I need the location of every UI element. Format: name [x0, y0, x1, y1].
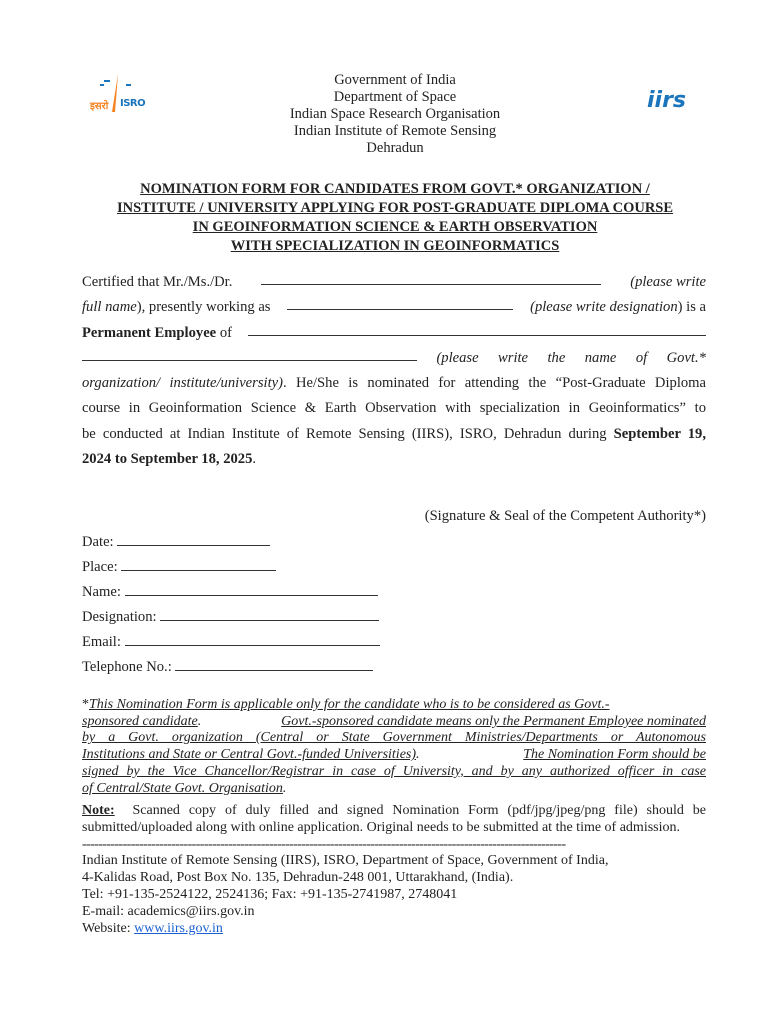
text: ), presently working as [136, 299, 271, 316]
footnote [82, 697, 706, 937]
header-line: Department of Space [333, 89, 457, 105]
isro-logo-hindi: इसरो [90, 101, 109, 112]
text: by a Govt. organization (Central or State Government Ministries/Departments or Autonomous [82, 730, 706, 746]
text: * [82, 697, 89, 712]
full-name-blank[interactable] [261, 270, 601, 285]
place-field[interactable] [121, 556, 276, 571]
text: Institutions and State or Central Govt.-funded Universities) [82, 747, 417, 763]
designation-blank[interactable] [287, 295, 513, 310]
contact-email: E-mail: academics@iirs.gov.in [82, 903, 255, 919]
name-label: Name: [82, 584, 121, 600]
text: Govt.-sponsored candidate means only the Permanent Employee nominated [281, 713, 706, 729]
place-label: Place: [82, 559, 118, 575]
text: signed by the Vice Chancellor/Registrar in case of University, and by any authorized officer in case [82, 763, 706, 779]
text: of [635, 349, 648, 366]
organization-blank[interactable] [248, 321, 706, 336]
telephone-label: Telephone No.: [82, 659, 172, 675]
header-block [230, 72, 560, 157]
text: . [197, 713, 202, 729]
text: (please write designation [530, 299, 678, 316]
title-line: INSTITUTE / UNIVERSITY APPLYING FOR POST-GRADUATE DIPLOMA COURSE [116, 200, 674, 216]
text: full name [82, 299, 137, 316]
text: . [252, 451, 257, 468]
telephone-field[interactable] [175, 656, 373, 671]
designation-label: Designation: [82, 609, 157, 625]
header-line: Indian Space Research Organisation [289, 106, 501, 122]
text: (please [436, 349, 479, 366]
organization-blank-2[interactable] [82, 346, 417, 361]
text: sponsored candidate [82, 713, 198, 729]
text: write [498, 349, 529, 366]
text: the [547, 349, 566, 366]
text: Permanent Employee [82, 324, 217, 341]
name-field[interactable] [125, 581, 378, 596]
text: . [282, 780, 287, 796]
note-text: Scanned copy of duly filled and signed Nomination Form (pdf/jpg/jpeg/png file) should be submitted/uploaded along with online application. Original needs to be submitted at the time of admission. [82, 803, 706, 835]
text: . He/She is nominated for attending the “Post-Graduate Diploma [282, 375, 706, 392]
text: ) is a [677, 299, 706, 316]
website-label: Website: [82, 920, 131, 936]
note-label: Note: [82, 803, 115, 819]
text: The Nomination Form should be [523, 747, 706, 763]
email-label: Email: [82, 634, 121, 650]
separator: ----------------------------------------------------------------------------------------------------------------------- [82, 836, 566, 852]
designation-field[interactable] [160, 606, 379, 621]
iirs-logo: iirs [647, 88, 687, 113]
address-line: Indian Institute of Remote Sensing (IIRS), ISRO, Department of Space, Government of India, [82, 853, 609, 869]
text: Certified that Mr./Ms./Dr. [82, 274, 233, 290]
text: of Central/State Govt. Organisation [82, 780, 283, 796]
title-line: NOMINATION FORM FOR CANDIDATES FROM GOVT.* ORGANIZATION / [140, 181, 650, 197]
text: September 19, [613, 425, 706, 442]
signature-label: (Signature & Seal of the Competent Authority*) [424, 508, 706, 524]
contact-phone: Tel: +91-135-2524122, 2524136; Fax: +91-135-2741987, 2748041 [82, 887, 458, 903]
header-line: Government of India [334, 72, 456, 88]
website-link[interactable]: www.iirs.gov.in [134, 920, 223, 936]
text: name [584, 349, 617, 366]
text: course in Geoinformation Science & Earth Observation with specialization in Geoinformatics” to [82, 400, 706, 417]
signature-section [82, 508, 706, 680]
header-line: Indian Institute of Remote Sensing [293, 123, 497, 139]
date-label: Date: [82, 534, 114, 550]
text: 2024 to September 18, 2025 [82, 451, 253, 468]
address-line: 4-Kalidas Road, Post Box No. 135, Dehradun-248 001, Uttarakhand, (India). [82, 870, 514, 886]
text: (please write [630, 274, 706, 290]
date-field[interactable] [117, 531, 270, 546]
text: of [219, 324, 232, 341]
certification-paragraph [82, 270, 706, 472]
text: organization/ institute/university) [82, 375, 283, 392]
header-line: Dehradun [366, 140, 424, 156]
note [82, 803, 706, 836]
text: be conducted at Indian Institute of Remote Sensing (IIRS), ISRO, Dehradun during [82, 425, 607, 442]
text: Govt.* [666, 349, 706, 366]
isro-logo [90, 72, 155, 127]
title-line: IN GEOINFORMATION SCIENCE & EARTH OBSERVATION [192, 219, 598, 235]
title-line: WITH SPECIALIZATION IN GEOINFORMATICS [230, 238, 560, 254]
text: This Nomination Form is applicable only for the candidate who is to be considered as Govt.- [89, 697, 610, 712]
email-field[interactable] [125, 631, 380, 646]
form-title [70, 180, 720, 256]
text: . [416, 747, 420, 763]
isro-logo-text: ISRO [120, 98, 146, 109]
